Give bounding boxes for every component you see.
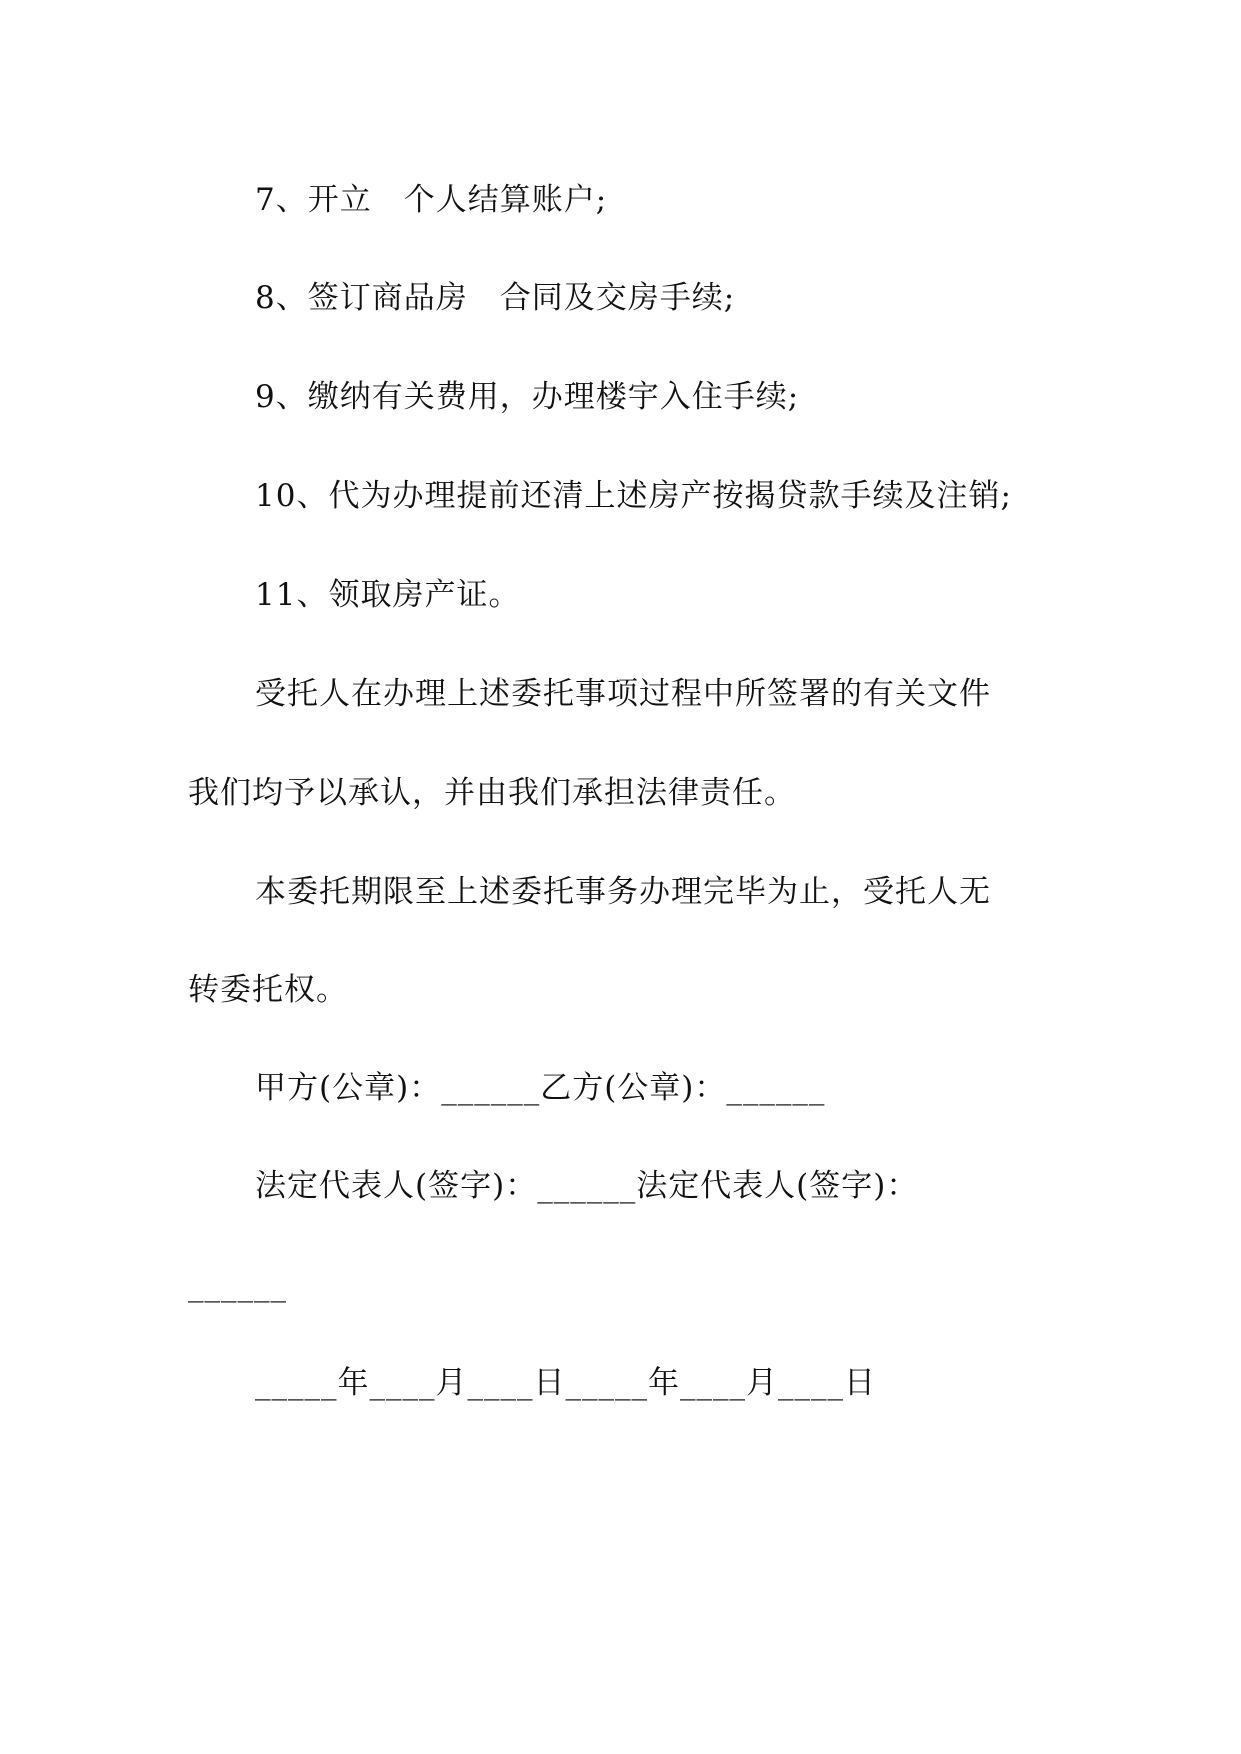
legal-representative-blank: ______	[188, 1267, 287, 1303]
paragraph-acknowledgement-end: 我们均予以承认，并由我们承担法律责任。	[188, 775, 796, 811]
paragraph-acknowledgement-start: 受托人在办理上述委托事项过程中所签署的有关文件	[255, 676, 991, 712]
date-line: _____年____月____日_____年____月____日	[255, 1365, 876, 1401]
item-7-open-account: 7、开立 个人结算账户;	[255, 182, 608, 218]
item-10-mortgage-payoff: 10、代为办理提前还清上述房产按揭贷款手续及注销;	[255, 478, 1012, 514]
paragraph-term-end: 转委托权。	[188, 972, 348, 1008]
party-seals-line: 甲方(公章)：______乙方(公章)：______	[255, 1070, 826, 1106]
item-11-property-certificate: 11、领取房产证。	[255, 577, 521, 613]
paragraph-term-start: 本委托期限至上述委托事务办理完毕为止，受托人无	[255, 874, 991, 910]
item-9-pay-fees: 9、缴纳有关费用，办理楼宇入住手续;	[255, 379, 800, 415]
legal-representative-line: 法定代表人(签字)：______法定代表人(签字)：	[255, 1168, 919, 1204]
item-8-sign-contract: 8、签订商品房 合同及交房手续;	[255, 280, 736, 316]
